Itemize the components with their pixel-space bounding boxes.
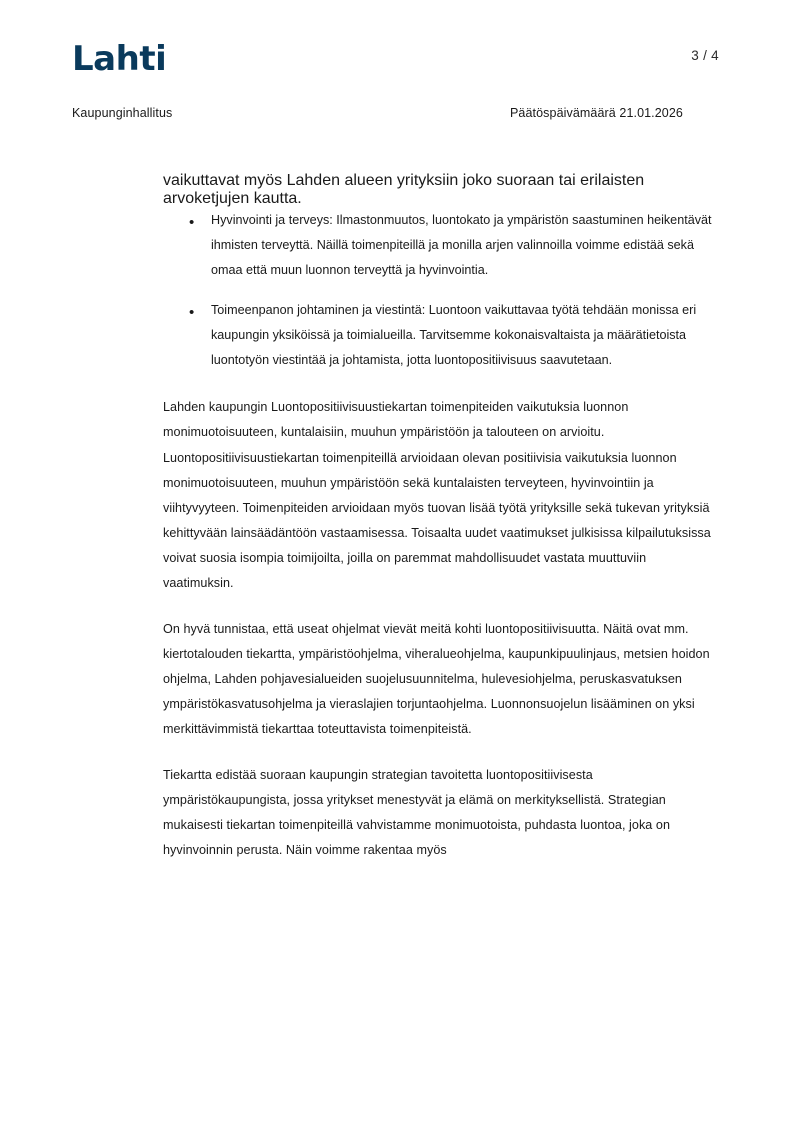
- bullet-list: [163, 208, 719, 373]
- paragraph: On hyvä tunnistaa, että useat ohjelmat vievät meitä kohti luontopositiivisuutta. Näitä ovat mm. kiertotalouden tiekartta, ympäristöohjelma, viheralueohjelma, kaupunkipuulinjaus, metsien hoidon ohjelma, Lahden pohjavesialueiden suojelusuunnitelma, hulevesiohjelma, peruskasvatuksen ympäristökasvatusohjelma ja vieraslajien torjuntaohjelma. Luonnonsuojelun lisääminen on yksi merkittävimmistä tiekarttaa toteuttavista toimenpiteistä.: [163, 621, 710, 737]
- header-organisation: Kaupunginhallitus: [72, 106, 173, 120]
- list-item-text: Hyvinvointi ja terveys: Ilmastonmuutos, luontokato ja ympäristön saastuminen heikentävät ihmisten terveyttä. Näillä toimenpiteillä ja monilla arjen valinnoilla voimme edistää sekä omaa että muun luonnon terveyttä ja hyvinvointia.: [211, 213, 712, 278]
- header-decision-date: Päätöspäivämäärä 21.01.2026: [510, 106, 683, 120]
- logo-text: Lahti: [72, 39, 167, 79]
- lahti-logo: [72, 39, 167, 79]
- list-item: [189, 298, 719, 374]
- document-body: [163, 172, 719, 883]
- page-number: 3 / 4: [691, 48, 719, 63]
- list-item: [189, 208, 719, 284]
- bullet-icon: •: [189, 303, 195, 321]
- list-item-text: Toimeenpanon johtaminen ja viestintä: Luontoon vaikuttavaa työtä tehdään monissa eri kaupungin yksiköissä ja toimialueilla. Tarvitsemme kokonaisvaltaista ja määrätietoista luontotyön viestintää ja johtamista, jotta luontopositiivisuus saavutetaan.: [211, 302, 697, 367]
- continued-paragraph: vaikuttavat myös Lahden alueen yrityksiin joko suoraan tai erilaisten arvoketjujen kautta.: [163, 172, 645, 207]
- paragraph: Tiekartta edistää suoraan kaupungin strategian tavoitetta luontopositiivisesta ympäristökaupungista, jossa yritykset menestyvät ja elämä on merkityksellistä. Strategian mukaisesti tiekartan toimenpiteillä vahvistamme monimuotoista, puhdasta luontoa, joka on hyvinvoinnin perusta. Näin voimme rakentaa myös: [163, 767, 671, 858]
- bullet-icon: •: [189, 214, 195, 231]
- paragraph: Lahden kaupungin Luontopositiivisuustiekartan toimenpiteiden vaikutuksia luonnon monimuotoisuuteen, kuntalaisiin, muuhun ympäristöön ja talouteen on arvioitu. Luontopositiivisuustiekartan toimenpiteillä arvioidaan olevan positiivisia vaikutuksia luonnon monimuotoisuuteen, muuhun ympäristöön sekä kuntalaisten terveyteen, hyvinvointiin ja viihtyvyyteen. Toimenpiteiden arvioidaan myös tuovan lisää työtä yrityksille sekä tukevan yrityksiä kehittyvään lainsäädäntöön vastaamisessa. Toisaalta uudet vaatimukset julkisissa kilpailutuksissa voivat suosia isompia toimijoilta, joilla on paremmat mahdollisuudet vastata muuttuviin vaatimuksin.: [163, 400, 711, 591]
